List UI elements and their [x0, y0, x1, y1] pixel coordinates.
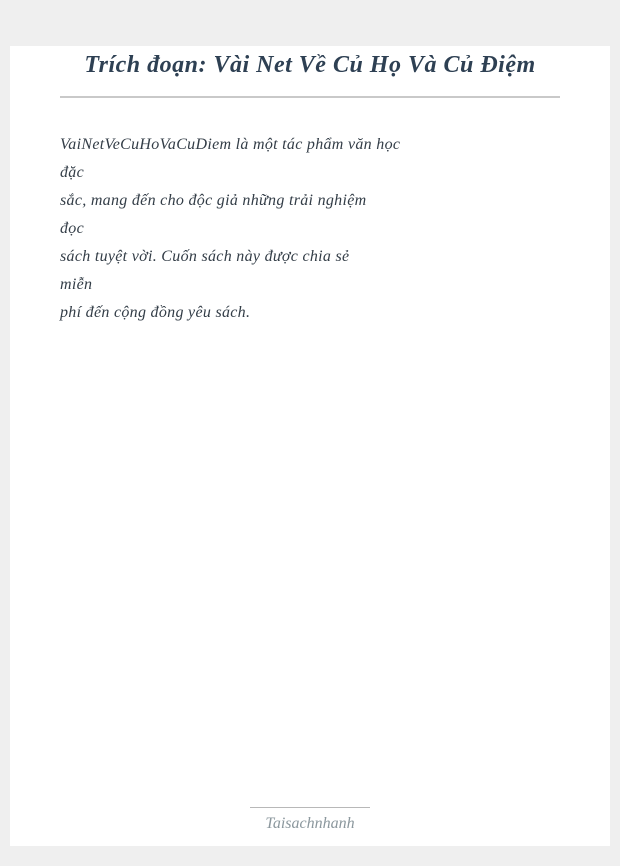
excerpt-line: đọc — [60, 220, 85, 237]
excerpt-line: phí đến cộng đồng yêu sách. — [60, 304, 251, 321]
excerpt-line: đặc — [60, 164, 85, 181]
title-divider — [60, 96, 560, 98]
page-title: Trích đoạn: Vài Net Về Củ Họ Và Củ Điệm — [84, 52, 536, 78]
page-footer — [10, 807, 610, 834]
excerpt-line: sách tuyệt vời. Cuốn sách này được chia sẻ — [60, 248, 350, 265]
footer-brand: Taisachnhanh — [250, 807, 370, 834]
excerpt-line: sắc, mang đến cho độc giả những trải nghiệm — [60, 192, 367, 209]
excerpt-line: miễn — [60, 276, 93, 293]
excerpt-paragraph — [60, 131, 560, 327]
document-page — [10, 46, 610, 846]
page-content — [10, 46, 610, 327]
excerpt-line: VaiNetVeCuHoVaCuDiem là một tác phẩm văn học — [60, 136, 401, 153]
